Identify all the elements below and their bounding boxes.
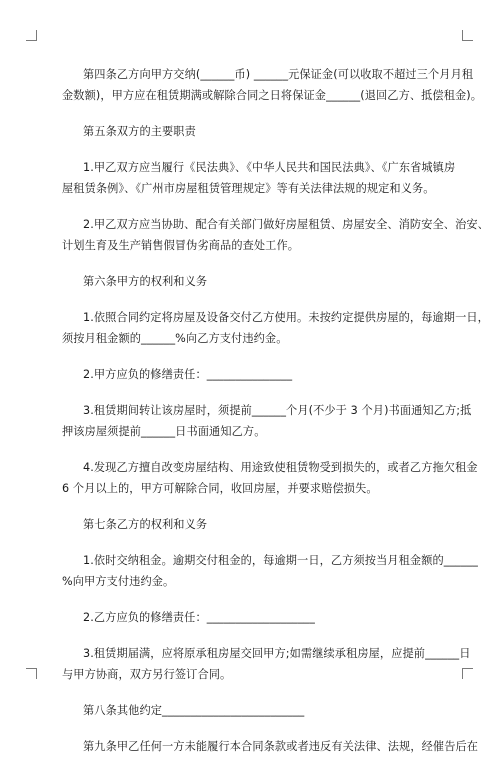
paragraph-5-1 xyxy=(62,157,456,199)
paragraph-line: 与甲方协商，双方另行签订合同。 xyxy=(62,668,232,681)
paragraph-line: 1.依照合同约定将房屋及设备交付乙方使用。未按约定提供房屋的，每逾期一日， xyxy=(83,311,489,324)
paragraph-7-1 xyxy=(62,550,478,592)
paragraph-line: 第四条乙方向甲方交纳(______币) ______元保证金(可以收取不超过三个月月租 xyxy=(83,68,474,81)
section-heading: 第六条甲方的权利和义务 xyxy=(83,275,208,288)
paragraph-line: 押该房屋须提前______日书面通知乙方。 xyxy=(62,425,266,438)
paragraph-7-3 xyxy=(62,643,471,685)
paragraph-line: 屋租赁条例》、《广州市房屋租赁管理规定》等有关法律法规的规定和义务。 xyxy=(62,182,435,195)
document-body xyxy=(62,64,489,757)
paragraph-line: 1.依时交纳租金。逾期交付租金的，每逾期一日，乙方须按当月租金额的______ xyxy=(83,554,478,567)
paragraph-line: 第九条甲乙任何一方未能履行本合同条款或者违反有关法律、法规，经催告后在 xyxy=(83,740,479,753)
section-heading: 第八条其他约定_________________________ xyxy=(83,704,305,717)
paragraph-line: 2.甲乙双方应当协助、配合有关部门做好房屋租赁、房屋安全、消防安全、治安、 xyxy=(83,218,489,231)
paragraph-6-1 xyxy=(62,307,489,349)
paragraph-line: 6 个月以上的，甲方可解除合同，收回房屋，并要求赔偿损失。 xyxy=(62,482,378,495)
heading-article-5 xyxy=(62,121,442,142)
section-heading: 第七条乙方的权利和义务 xyxy=(83,518,208,531)
paragraph-6-4 xyxy=(62,457,478,499)
crop-mark-top-right xyxy=(462,30,473,41)
paragraph-line: 1.甲乙双方应当履行《民法典》、《中华人民共和国民法典》、《广东省城镇房 xyxy=(83,161,456,174)
crop-mark-top-left xyxy=(26,30,37,41)
paragraph-line: 计划生育及生产销售假冒伪劣商品的查处工作。 xyxy=(62,239,300,252)
paragraph-line: 2.甲方应负的修缮责任：_______________ xyxy=(83,368,293,381)
crop-mark-bottom-right xyxy=(462,668,473,679)
paragraph-line: 4.发现乙方擅自改变房屋结构、用途致使租赁物受到损失的，或者乙方拖欠租金 xyxy=(83,461,478,474)
paragraph-line: %向甲方支付违约金。 xyxy=(62,575,175,588)
paragraph-article-8 xyxy=(62,700,442,721)
paragraph-line: 3.租赁期间转让该房屋时，须提前______个月(不少于 3 个月)书面通知乙方;抵 xyxy=(83,404,472,417)
paragraph-article-9 xyxy=(62,736,479,757)
paragraph-line: 3.租赁期届满，应将原承租房屋交回甲方;如需继续承租房屋，应提前______日 xyxy=(83,647,471,660)
heading-article-6 xyxy=(62,271,442,292)
crop-mark-bottom-left xyxy=(26,668,37,679)
paragraph-article-4-deposit xyxy=(62,64,483,106)
paragraph-5-2 xyxy=(62,214,489,256)
paragraph-line: 2.乙方应负的修缮责任：___________________ xyxy=(83,611,315,624)
paragraph-7-2 xyxy=(62,607,442,628)
paragraph-line: 须按月租金额的______%向乙方支付违约金。 xyxy=(62,332,288,345)
section-heading: 第五条双方的主要职责 xyxy=(83,125,196,138)
paragraph-6-3 xyxy=(62,400,472,442)
paragraph-line: 金数额)，甲方应在租赁期满或解除合同之日将保证金______(退回乙方、抵偿租金)。 xyxy=(62,89,483,102)
paragraph-6-2 xyxy=(62,364,442,385)
heading-article-7 xyxy=(62,514,442,535)
